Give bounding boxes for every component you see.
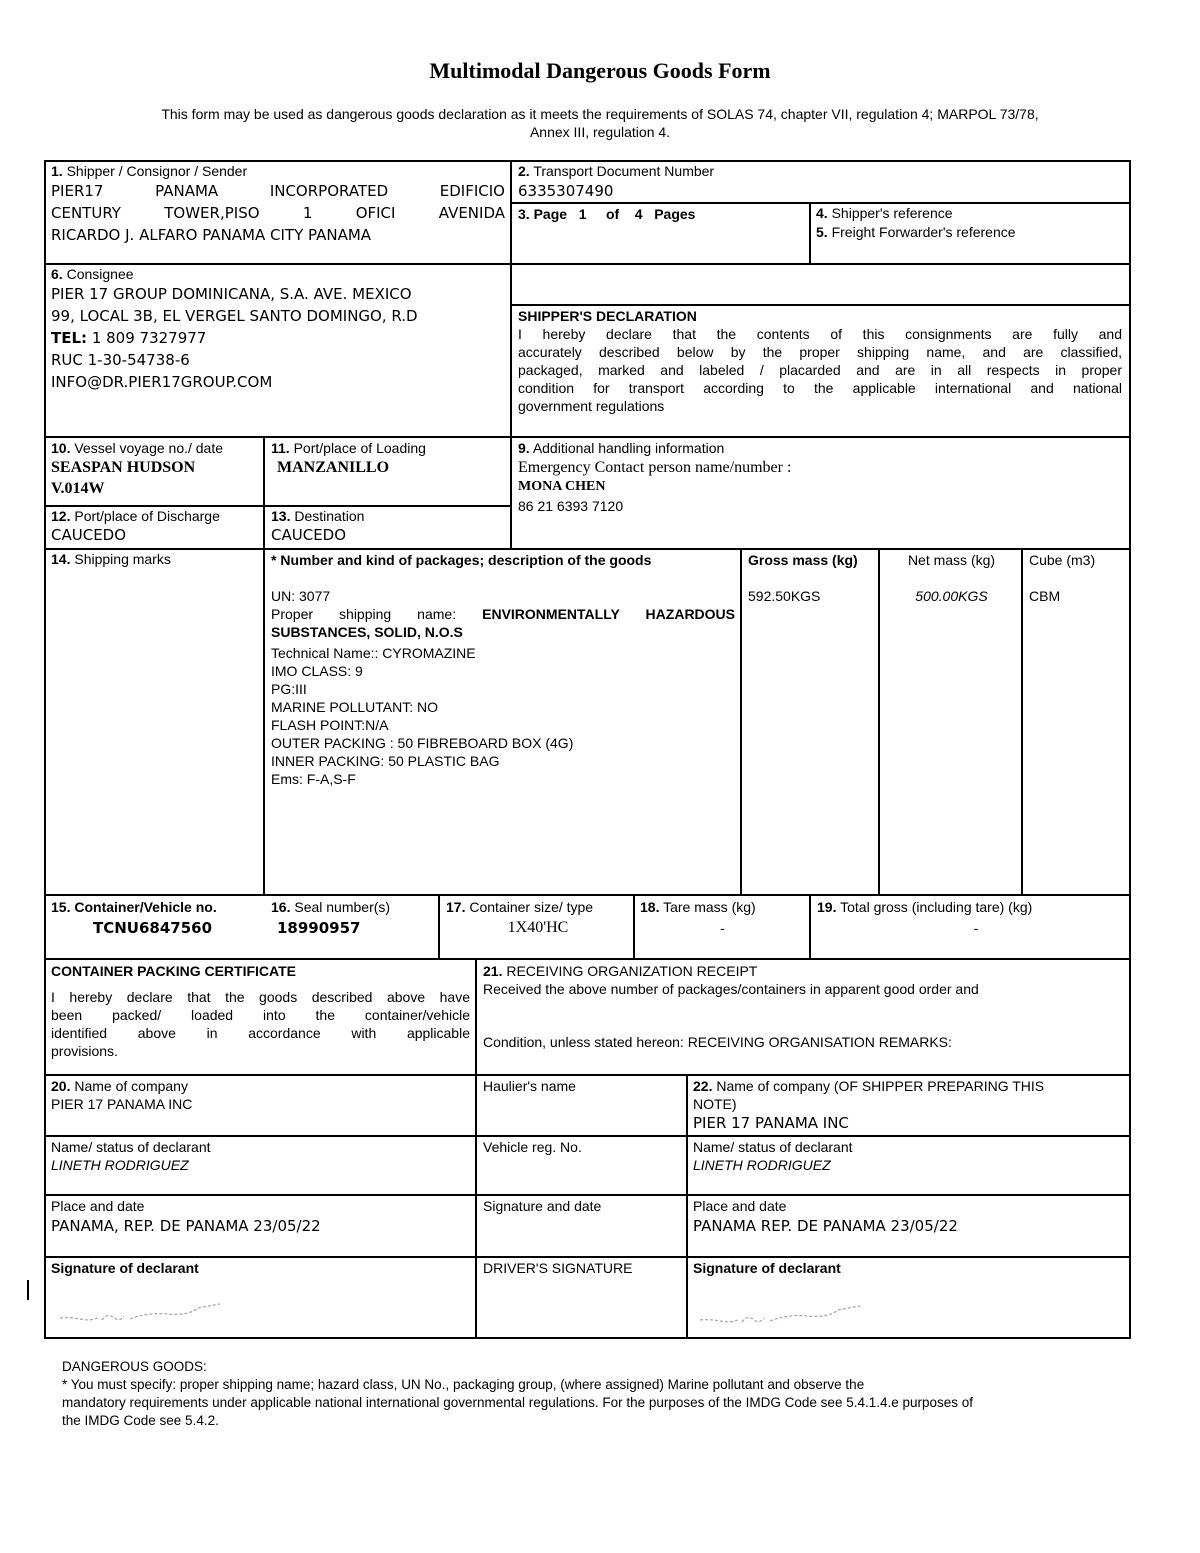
goods-section bbox=[271, 551, 735, 788]
declarant-left-label: Name/ status of declarant bbox=[51, 1139, 211, 1155]
vehicle-reg-section bbox=[483, 1138, 681, 1156]
container-value: TCNU6847560 bbox=[93, 919, 213, 937]
signature-right-label: Signature of declarant bbox=[693, 1260, 841, 1276]
declaration-line-1: I hereby declare that the contents of this consignments are fully and bbox=[518, 326, 1122, 342]
page-pages: Pages bbox=[654, 206, 696, 222]
footer-line-2: mandatory requirements under applicable national international governmental regulations. For the purposes of the IMDG Code see 5.4.1.4.e purposes of bbox=[62, 1395, 974, 1410]
size-section bbox=[446, 898, 630, 940]
goods-header: * Number and kind of packages; description of the goods bbox=[271, 552, 652, 568]
destination-label: Destination bbox=[294, 508, 365, 524]
handling-phone: 86 21 6393 7120 bbox=[518, 498, 624, 514]
loading-section bbox=[271, 440, 507, 478]
signature-date-section bbox=[483, 1197, 681, 1215]
driver-section bbox=[483, 1259, 681, 1277]
vessel-voyage: V.014W bbox=[51, 480, 105, 497]
destination-num: 13. bbox=[271, 508, 291, 524]
subtitle-line-2: Annex III, regulation 4. bbox=[529, 124, 671, 140]
consignee-ruc: RUC 1-30-54738-6 bbox=[51, 351, 190, 369]
seal-value: 18990957 bbox=[277, 919, 361, 937]
shipper-line-3: RICARDO J. ALFARO PANAMA CITY PANAMA bbox=[51, 226, 372, 244]
place-left-label: Place and date bbox=[51, 1198, 145, 1214]
total-num: 19. bbox=[817, 899, 837, 915]
container-label: Container/Vehicle no. bbox=[74, 899, 217, 915]
signature-left-section bbox=[51, 1259, 470, 1277]
discharge-section bbox=[51, 508, 259, 545]
page-current: 1 bbox=[578, 206, 587, 222]
declaration-title: SHIPPER'S DECLARATION bbox=[518, 308, 697, 324]
seal-label: Seal number(s) bbox=[294, 899, 391, 915]
place-left bbox=[51, 1197, 470, 1237]
goods-outer: OUTER PACKING : 50 FIBREBOARD BOX (4G) bbox=[271, 735, 574, 751]
shipping-marks-section bbox=[51, 551, 259, 568]
seal-section bbox=[271, 898, 433, 940]
marks-num: 14. bbox=[51, 551, 71, 567]
vessel-section bbox=[51, 440, 259, 499]
haulier-label: Haulier's name bbox=[483, 1078, 576, 1094]
shipper-line-1: PIER17 PANAMA INCORPORATED EDIFICIO bbox=[51, 182, 505, 200]
consignee-num: 6. bbox=[51, 266, 63, 282]
consignee-tel: 1 809 7327977 bbox=[91, 329, 207, 347]
signature-right-image bbox=[698, 1300, 868, 1330]
shipper-ref-label: Shipper's reference bbox=[831, 205, 953, 221]
receipt-label: RECEIVING ORGANIZATION RECEIPT bbox=[506, 963, 758, 979]
page-section bbox=[518, 205, 803, 223]
transport-doc-value: 6335307490 bbox=[518, 182, 614, 200]
packing-line-2: been packed/ loaded into the container/vehicle bbox=[51, 1007, 470, 1023]
destination-section bbox=[271, 508, 507, 545]
company-left-label: Name of company bbox=[74, 1078, 188, 1094]
handling-name: MONA CHEN bbox=[518, 479, 606, 494]
company-right-label-2: NOTE) bbox=[693, 1096, 737, 1112]
declaration-line-5: government regulations bbox=[518, 398, 665, 414]
gross-label: Gross mass (kg) bbox=[748, 552, 858, 568]
goods-imo: IMO CLASS: 9 bbox=[271, 663, 363, 679]
form-title: Multimodal Dangerous Goods Form bbox=[429, 58, 771, 83]
goods-technical-value: : CYROMAZINE bbox=[374, 645, 476, 661]
packing-title: CONTAINER PACKING CERTIFICATE bbox=[51, 963, 296, 979]
container-num: 15. bbox=[51, 899, 71, 915]
declaration-line-3: packaged, marked and labeled / placarded and are in all respects in proper bbox=[518, 362, 1122, 378]
goods-technical-label: Technical Name: bbox=[271, 645, 375, 661]
gross-value: 592.50KGS bbox=[748, 588, 821, 604]
discharge-value: CAUCEDO bbox=[51, 526, 127, 544]
company-right-num: 22. bbox=[693, 1078, 713, 1094]
packing-line-1: I hereby declare that the goods described above have bbox=[51, 989, 470, 1005]
place-right-value: PANAMA REP. DE PANAMA 23/05/22 bbox=[693, 1217, 958, 1235]
tare-label: Tare mass (kg) bbox=[663, 899, 756, 915]
declarant-left bbox=[51, 1138, 470, 1174]
goods-psn-value-2: SUBSTANCES, SOLID, N.O.S bbox=[271, 624, 463, 640]
declarant-right-value: LINETH RODRIGUEZ bbox=[693, 1157, 831, 1173]
loading-label: Port/place of Loading bbox=[293, 440, 426, 456]
net-label: Net mass (kg) bbox=[907, 552, 996, 568]
shipper-ref-num: 4. bbox=[816, 205, 828, 221]
footer-line-3: the IMDG Code see 5.4.2. bbox=[62, 1413, 219, 1428]
form-subtitle bbox=[60, 105, 1140, 141]
handling-section bbox=[518, 440, 1122, 516]
handling-line-1: Emergency Contact person name/number : bbox=[518, 459, 792, 476]
vessel-num: 10. bbox=[51, 440, 71, 456]
cube-section bbox=[1029, 551, 1125, 605]
destination-value: CAUCEDO bbox=[271, 526, 347, 544]
tare-value: - bbox=[720, 920, 725, 936]
receipt-line-2: Condition, unless stated hereon: RECEIVING ORGANISATION REMARKS: bbox=[483, 1034, 952, 1050]
marks-label: Shipping marks bbox=[74, 551, 171, 567]
total-value: - bbox=[973, 920, 979, 936]
net-value: 500.00KGS bbox=[915, 588, 988, 604]
tare-num: 18. bbox=[640, 899, 660, 915]
company-left bbox=[51, 1077, 470, 1113]
company-left-num: 20. bbox=[51, 1078, 71, 1094]
goods-inner: INNER PACKING: 50 PLASTIC BAG bbox=[271, 753, 500, 769]
receipt-num: 21. bbox=[483, 963, 503, 979]
page-label: 3. Page bbox=[518, 206, 568, 222]
consignee-email: INFO@DR.PIER17GROUP.COM bbox=[51, 373, 273, 391]
transport-doc-section bbox=[518, 163, 1123, 202]
declarant-left-value: LINETH RODRIGUEZ bbox=[51, 1157, 189, 1173]
vessel-name: SEASPAN HUDSON bbox=[51, 459, 196, 476]
consignee-section bbox=[51, 266, 505, 393]
total-section bbox=[817, 898, 1125, 940]
footer-title: DANGEROUS GOODS: bbox=[62, 1359, 207, 1374]
signature-date-label: Signature and date bbox=[483, 1198, 602, 1214]
loading-value: MANZANILLO bbox=[277, 459, 390, 476]
goods-un: UN: 3077 bbox=[271, 588, 331, 604]
footer-line-1: * You must specify: proper shipping name; hazard class, UN No., packaging group, (where assigned) Marine pollutant and observe the bbox=[62, 1377, 865, 1392]
total-label: Total gross (including tare) (kg) bbox=[840, 899, 1033, 915]
declarant-right bbox=[693, 1138, 1125, 1174]
forwarder-ref-label: Freight Forwarder's reference bbox=[831, 224, 1016, 240]
margin-mark bbox=[27, 1280, 29, 1300]
shipper-num: 1. bbox=[51, 163, 63, 179]
seal-num: 16. bbox=[271, 899, 291, 915]
footer-note bbox=[62, 1358, 1152, 1430]
size-value: 1X40'HC bbox=[507, 919, 569, 936]
goods-psn-value-1: ENVIRONMENTALLY HAZARDOUS bbox=[482, 606, 735, 622]
receipt-line-1: Received the above number of packages/containers in apparent good order and bbox=[483, 981, 979, 997]
forwarder-ref-num: 5. bbox=[816, 224, 828, 240]
company-right-label-1: Name of company (OF SHIPPER PREPARING THIS bbox=[716, 1078, 1045, 1094]
discharge-label: Port/place of Discharge bbox=[74, 508, 220, 524]
goods-flash: FLASH POINT:N/A bbox=[271, 717, 389, 733]
goods-marine: MARINE POLLUTANT: NO bbox=[271, 699, 438, 715]
declarant-right-label: Name/ status of declarant bbox=[693, 1139, 853, 1155]
net-section bbox=[886, 551, 1017, 605]
handling-num: 9. bbox=[518, 440, 530, 456]
signature-left-image bbox=[58, 1298, 228, 1328]
vehicle-reg-label: Vehicle reg. No. bbox=[483, 1139, 582, 1155]
tare-section bbox=[640, 898, 805, 940]
shipper-section bbox=[51, 163, 505, 246]
transport-doc-label: Transport Document Number bbox=[533, 163, 715, 179]
company-right-value: PIER 17 PANAMA INC bbox=[693, 1114, 849, 1132]
goods-psn-label: Proper shipping name: bbox=[271, 606, 457, 622]
shipper-declaration bbox=[518, 307, 1122, 415]
goods-pg: PG:III bbox=[271, 681, 307, 697]
cube-label: Cube (m3) bbox=[1029, 552, 1096, 568]
page-of: of bbox=[605, 206, 620, 222]
signature-right-section bbox=[693, 1259, 1125, 1277]
gross-section bbox=[748, 551, 874, 605]
subtitle-line-1: This form may be used as dangerous goods declaration as it meets the requirements of SOLAS 74, chapter VII, regulation 4; MARPOL 73/78, bbox=[161, 106, 1039, 122]
place-left-value: PANAMA, REP. DE PANAMA 23/05/22 bbox=[51, 1217, 321, 1235]
size-label: Container size/ type bbox=[469, 899, 594, 915]
packing-line-3: identified above in accordance with applicable bbox=[51, 1025, 470, 1041]
declaration-line-2: accurately described below by the proper shipping name, and are classified, bbox=[518, 344, 1122, 360]
company-left-value: PIER 17 PANAMA INC bbox=[51, 1096, 193, 1112]
packing-certificate bbox=[51, 962, 470, 1060]
references-section bbox=[816, 205, 1126, 241]
shipper-line-2: CENTURY TOWER,PISO 1 OFICI AVENIDA bbox=[51, 204, 505, 222]
container-section bbox=[51, 898, 259, 940]
vessel-label: Vessel voyage no./ date bbox=[74, 440, 224, 456]
driver-label: DRIVER'S SIGNATURE bbox=[483, 1260, 633, 1276]
cube-value: CBM bbox=[1029, 588, 1061, 604]
size-num: 17. bbox=[446, 899, 466, 915]
transport-doc-num: 2. bbox=[518, 163, 530, 179]
discharge-num: 12. bbox=[51, 508, 71, 524]
consignee-tel-label: TEL: bbox=[51, 329, 88, 347]
handling-label: Additional handling information bbox=[532, 440, 725, 456]
loading-num: 11. bbox=[271, 440, 290, 456]
place-right bbox=[693, 1197, 1125, 1237]
declaration-line-4: condition for transport according to the applicable international and national bbox=[518, 380, 1122, 396]
consignee-line-1: PIER 17 GROUP DOMINICANA, S.A. AVE. MEXICO bbox=[51, 285, 412, 303]
page-total: 4 bbox=[634, 206, 643, 222]
receiving-receipt bbox=[483, 962, 1123, 1051]
place-right-label: Place and date bbox=[693, 1198, 787, 1214]
consignee-line-2: 99, LOCAL 3B, EL VERGEL SANTO DOMINGO, R.D bbox=[51, 307, 418, 325]
signature-left-label: Signature of declarant bbox=[51, 1260, 199, 1276]
goods-ems: Ems: F-A,S-F bbox=[271, 771, 356, 787]
company-right bbox=[693, 1077, 1125, 1133]
haulier-section bbox=[483, 1077, 681, 1095]
packing-line-4: provisions. bbox=[51, 1043, 118, 1059]
consignee-label: Consignee bbox=[66, 266, 134, 282]
shipper-label: Shipper / Consignor / Sender bbox=[66, 163, 248, 179]
